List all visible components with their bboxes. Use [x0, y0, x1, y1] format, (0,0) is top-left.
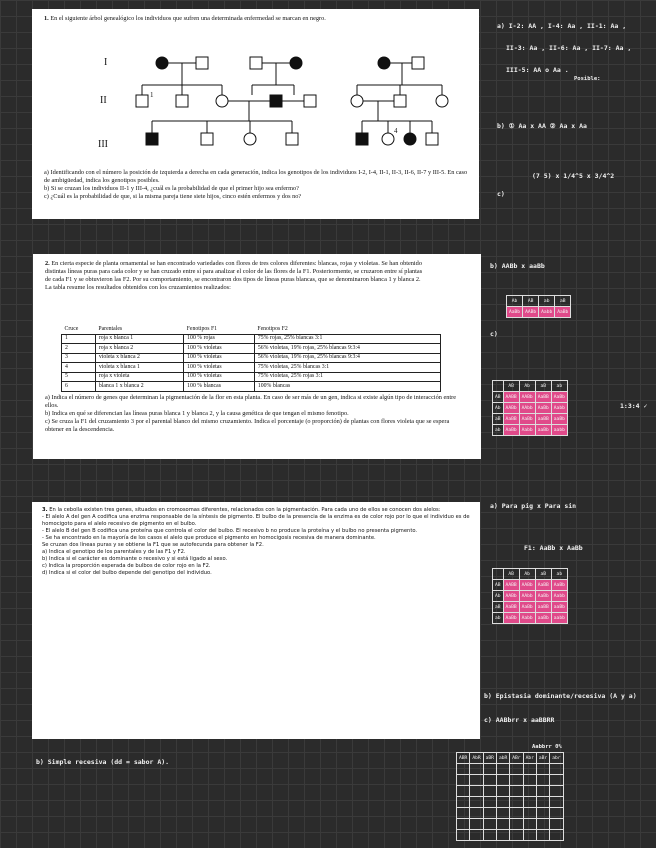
q1-intro: 1. En el siguiente árbol genealógico los individuos que sufren una determinada enfermedad se marcan en negro.	[44, 15, 326, 22]
table-row: 3 violeta x blanca 2 100 % violetas 56% violetas, 19% rojas, 25% blancas 9:3:4	[62, 353, 441, 363]
q3-question-a: a) Indica el genotipo de los parentales y de las F1 y F2.	[42, 549, 186, 556]
note-6: c)	[497, 190, 505, 198]
note-13: b) Epistasia dominante/recesiva (A y a)	[484, 692, 637, 700]
pedigree-mark-4: 4	[394, 127, 398, 135]
note-8: b) AABb x aaBb	[490, 262, 545, 270]
genotype-grid: ABR AbR aBR abR ABr Abr aBr abr	[456, 752, 564, 841]
q3-question-b: b) Indica si el carácter es dominante o recesivo y si está ligado al sexo.	[42, 556, 228, 563]
note-10: 1:3:4 ✓	[620, 402, 648, 410]
q3-gene-b: - El alelo B del gen B codifica una proteína que controla el color del bulbo. El recesivo b no produce la proteína y el bulbo no presenta pigmento.	[42, 528, 418, 535]
table-row: 6 blanca 1 x blanca 2 100 % blancas 100% blancas	[62, 382, 441, 392]
q3-question-d: d) Indica si el color del bulbo depende del genotipo del individuo.	[42, 570, 212, 577]
note-14: c) AABbrr x aaBBRR	[484, 716, 555, 724]
generation-label-iii: III	[98, 139, 108, 150]
crosses-table	[61, 325, 441, 392]
q3-note: Se cruzan dos líneas puras y se obtiene la F1 que se autofecunda para obtener la F2.	[42, 542, 264, 549]
note-16: b) Simple recesiva (dd = sabor A).	[36, 758, 170, 766]
col-cruce: Cruce	[64, 325, 79, 332]
note-7: (7 5) x 1/4^5 x 3/4^2	[532, 172, 615, 180]
q3-intro: 3. En la cebolla existen tres genes, situados en cromosomas diferentes, relacionados con la pigmentación. Para cada uno de ellos se conocen dos alelos:	[42, 507, 441, 513]
table-row: 4 violeta x blanca 1 100 % violetas 75% violetas, 25% blancas 3:1	[62, 363, 441, 373]
question-3-card	[32, 502, 480, 739]
q1-question-c: c) ¿Cuál es la probabilidad de que, si la misma pareja tiene siete hijos, cinco estén enfermos y dos no?	[44, 193, 302, 201]
q2-question-b: b) Indica en qué se diferencian las líneas puras blanca 1 y blanca 2, y la causa genética de que tengan el mismo fenotipo.	[45, 410, 349, 418]
generation-label-ii: II	[100, 95, 107, 106]
note-4: Posible:	[574, 76, 601, 82]
col-f1: Fenotipos F1	[186, 325, 218, 332]
punnett-small: Ab AB ab aB AaBb AABb Aabb AaBb	[506, 295, 571, 318]
question-2-card	[33, 254, 481, 459]
note-9: c)	[490, 330, 498, 338]
punnett-table-q2: AB Ab aB ab AB AABB AABb AaBB AaBb Ab AABb AAbb AaBb Aabb aB AaBB AaBb aaBB aaBb ab AaBb Aabb aaBb aabb	[492, 380, 568, 436]
q3-gene-a: - El alelo A del gen A codifica una enzima responsable de la síntesis de pigmento. El bulbo de la presencia de la enzima es de color rojo por lo que el individuo es de homocigoto para el alelo recesivo de pigmento en el bulbo.	[42, 514, 470, 528]
col-parentales: Parentales	[98, 325, 123, 332]
table-row: 1 roja x blanca 1 100 % rojas 75% rojas, 25% blancas 3:1	[62, 334, 441, 344]
q3-gene-c: - Se ha encontrado en la mayoría de los casos el alelo que produce el pigmento en homocigosis recesiva de manera dominante.	[42, 535, 376, 542]
q1-question-a: a) Identificando con el número la posición de izquierda a derecha en cada generación, indica los genotipos de los individuos I-2, I-4, II-1, II-3, II-6, II-7 y III-5. En caso de ambigüedad, indica los genotipos posibles.	[44, 169, 468, 185]
note-1: a) I-2: AA , I-4: Aa , II-1: Aa ,	[497, 22, 627, 30]
pedigree-mark-1: 1	[150, 91, 154, 99]
q2-intro: 2. En cierta especie de planta ornamental se han encontrado variedades con flores de tres colores diferentes: blancas, rojas y violetas. Se han obtenido distintas líneas puras para cada color y se han cruzado entre sí para analizar el color de las flores de la F1. Posteriormente, se cruzaron entre sí plantas de cada F1 y se obtuvieron las F2. Por su comportamiento, se encontraron dos tipos de líneas puras blancas, que se denominaron blanca 1 y blanca 2. La tabla resume los resultados obtenidos con los cruzamientos realizados:	[45, 260, 423, 292]
note-2: II-3: Aa , II-6: Aa , II-7: Aa ,	[506, 44, 632, 52]
note-11: a) Para pig x Para sin	[490, 502, 577, 510]
punnett-table-q3: AB Ab aB ab AB AABB AABb AaBB AaBb Ab AABb AAbb AaBb Aabb aB AaBB AaBb aaBB aaBb ab AaBb Aabb aaBb aabb	[492, 568, 568, 624]
q2-question-a: a) Indica el número de genes que determinan la pigmentación de la flor en esta planta. En caso de ser más de un gen, indica si existe algún tipo de interacción entre ellos.	[45, 394, 457, 410]
note-5: b) ① Aa x AA ② Aa x Aa	[497, 122, 587, 130]
pedigree-chart	[32, 9, 479, 169]
q3-question-c: c) Indica la proporción esperada de bulbos de color rojo en la F2.	[42, 563, 211, 570]
q1-question-b: b) Si se cruzan los individuos II-1 y III-4, ¿cuál es la probabilidad de que el primer hijo sea enfermo?	[44, 185, 299, 193]
note-15: Aabbrr 0%	[532, 744, 562, 750]
generation-label-i: I	[104, 57, 108, 68]
note-12: F1: AaBb x AaBb	[524, 544, 583, 552]
q2-question-c: c) Se cruza la F1 del cruzamiento 3 por el parental blanco del mismo cruzamiento. Indica el porcentaje (o proporción) de plantas con flores violeta que se espera obtener en la descendencia.	[45, 418, 450, 434]
table-row: 2 roja x blanca 2 100 % violetas 56% violetas, 19% rojas, 25% blancas 9:3:4	[62, 344, 441, 354]
col-f2: Fenotipos F2	[257, 325, 288, 332]
question-1-card	[32, 9, 479, 219]
note-3: III-5: AA o Aa .	[506, 66, 569, 74]
table-row: 5 roja x violeta 100 % violetas 75% violetas, 25% rojas 3:1	[62, 372, 441, 382]
